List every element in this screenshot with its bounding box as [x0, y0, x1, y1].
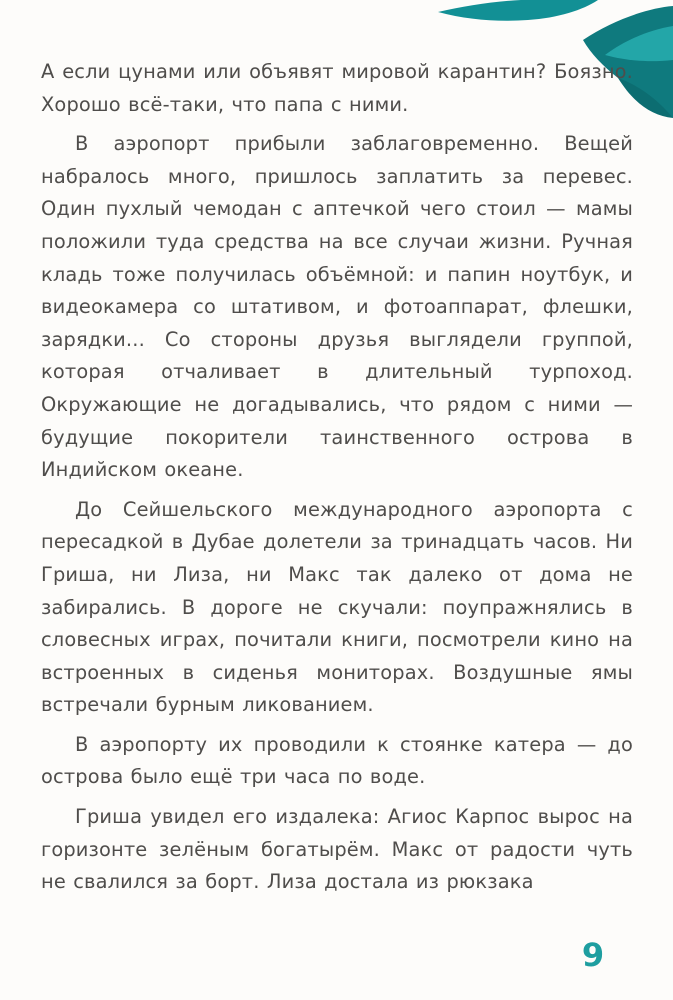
paragraph-3: До Сейшельского международного аэропорта с пересадкой в Дубае долетели за тринадцать часов. Ни Гриша, ни Лиза, ни Макс так далеко от дома не забирались. В дороге не скучали: поупражнялись в словесных играх, почитали книги, посмотрели кино на встроенных в сиденья мониторах. Воздушные ямы встречали бурным ликованием. [41, 497, 633, 717]
paragraph-2: В аэропорт прибыли заблаговременно. Вещей набралось много, пришлось заплатить за перевес. Один пухлый чемодан с аптечкой чего стоил — мамы положили туда средства на все случаи жизни. Ручная кладь тоже получилась объёмной: и папин ноутбук, и видеокамера со штативом, и фотоаппарат, флешки, зарядки... Со стороны друзья выглядели группой, которая отчаливает в длительный турпоход. Окружающие не догадывались, что рядом с ними — будущие покорители таинственного острова в Индийском океане. [41, 132, 633, 482]
page-number: 9 [581, 936, 605, 974]
paragraph-4: В аэропорту их проводили к стоянке катера — до острова было ещё три часа по воде. [41, 732, 633, 789]
paragraph-1: А если цунами или объявят мировой карантин? Боязно. Хорошо всё-таки, что папа с ними. [41, 60, 633, 116]
story-text [41, 56, 633, 906]
paragraph-5: Гриша увидел его издалека: Агиос Карпос вырос на горизонте зелёным богатырём. Макс от радости чуть не свалился за борт. Лиза достала из рюкзака [41, 805, 633, 894]
leaf-shape [438, 0, 598, 21]
